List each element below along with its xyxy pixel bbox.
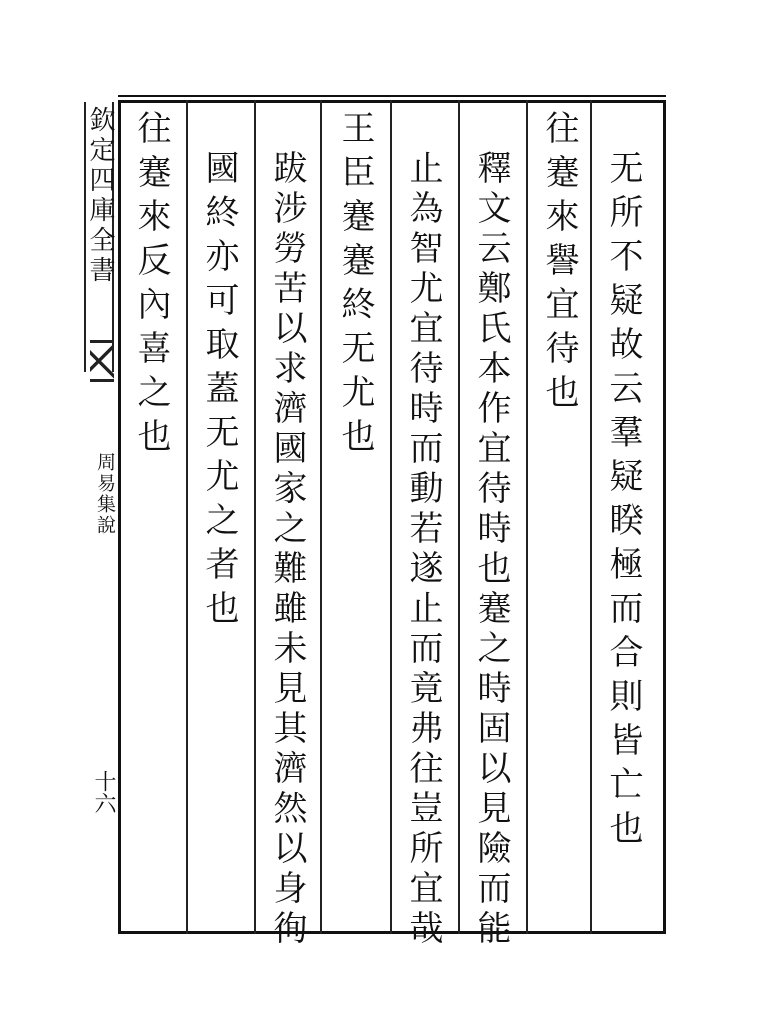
text-column-8: 往蹇來反內喜之也 (131, 110, 171, 462)
text-column-7: 國終亦可取蓋无尤之者也 (199, 150, 239, 634)
text-column-1: 无所不疑故云羣疑睽極而合則皆亡也 (603, 150, 643, 854)
collection-title: 欽定四庫全書 (85, 106, 115, 286)
column-divider (526, 100, 528, 934)
frame-top-double-rule (118, 95, 666, 97)
text-column-5: 王臣蹇蹇終无尤也 (335, 110, 375, 462)
column-divider (390, 100, 392, 934)
column-divider (458, 100, 460, 934)
fish-tail-mark-icon (90, 340, 114, 382)
column-divider (320, 100, 322, 934)
text-column-3: 釋文云鄭氏本作宜待時也蹇之時固以見險而能 (471, 150, 511, 950)
text-column-4: 止為智尤宜待時而動若遂止而竟弗往豈所宜哉 (403, 150, 443, 950)
text-column-6: 跋涉勞苦以求濟國家之難雖未見其濟然以身徇 (267, 150, 307, 950)
column-divider (254, 100, 256, 934)
column-divider (590, 100, 592, 934)
book-title: 周易集說 (94, 452, 116, 536)
page-number: 十六 (91, 770, 116, 814)
text-column-2: 往蹇來譽宜待也 (539, 110, 579, 418)
column-divider (186, 100, 188, 934)
